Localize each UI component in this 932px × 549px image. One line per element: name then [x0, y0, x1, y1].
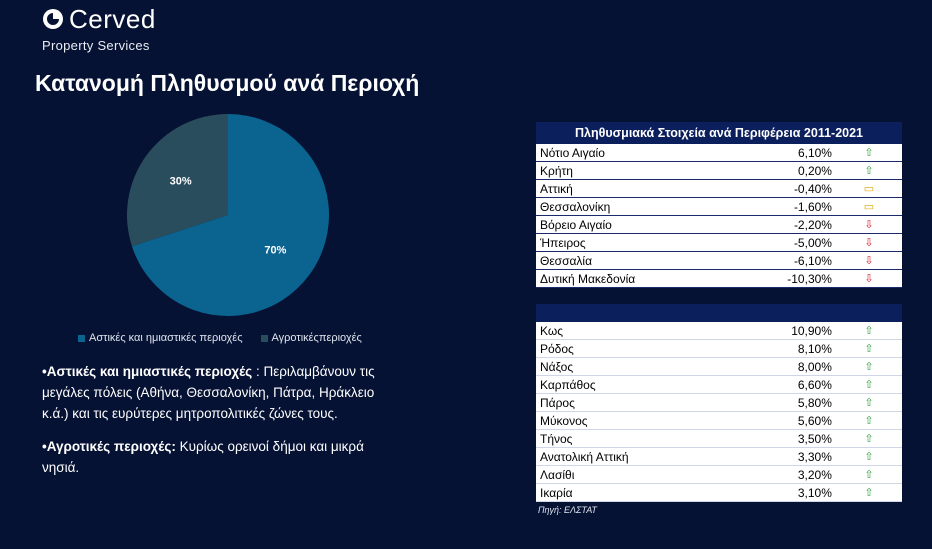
- note-rural-heading: •Αγροτικές περιοχές:: [42, 439, 176, 454]
- row-name: Βόρειο Αιγαίο: [536, 216, 740, 234]
- table-row: [536, 198, 902, 216]
- arrow-up-icon: ⇧: [836, 448, 902, 466]
- logo: [42, 4, 242, 56]
- row-name: Αττική: [536, 180, 740, 198]
- legend-item-rural: [261, 332, 362, 344]
- logo-subtitle: Property Services: [42, 38, 150, 53]
- table-row: [536, 322, 902, 340]
- table-row: [536, 234, 902, 252]
- row-name: Κως: [536, 322, 740, 340]
- arrow-up-icon: ⇧: [836, 484, 902, 502]
- legend-swatch-rural: [261, 335, 268, 342]
- table-row: [536, 270, 902, 288]
- population-pie-chart: [100, 112, 360, 322]
- arrow-down-icon: ⇩: [836, 270, 902, 288]
- arrow-up-icon: ⇧: [836, 412, 902, 430]
- row-name: Ήπειρος: [536, 234, 740, 252]
- arrow-down-icon: ⇩: [836, 234, 902, 252]
- definitions-notes: [42, 361, 392, 490]
- table-row: [536, 358, 902, 376]
- row-name: Τήνος: [536, 430, 740, 448]
- row-name: Πάρος: [536, 394, 740, 412]
- row-value: 3,30%: [740, 448, 836, 466]
- row-name: Θεσσαλία: [536, 252, 740, 270]
- row-name: Νότιο Αιγαίο: [536, 144, 740, 162]
- row-value: -0,40%: [740, 180, 836, 198]
- note-urban-heading: •Αστικές και ημιαστικές περιοχές: [42, 364, 253, 379]
- row-name: Καρπάθος: [536, 376, 740, 394]
- arrow-up-icon: ⇧: [836, 322, 902, 340]
- page-title: Κατανομή Πληθυσμού ανά Περιοχή: [35, 70, 420, 96]
- table-row: [536, 340, 902, 358]
- table-row: [536, 376, 902, 394]
- areas-table: [536, 304, 902, 502]
- source-note: Πηγή: ΕΛΣΤΑΤ: [538, 505, 597, 515]
- legend-swatch-urban: [78, 335, 85, 342]
- pie-data-label-1: 30%: [169, 175, 192, 188]
- row-name: Ανατολική Αττική: [536, 448, 740, 466]
- row-value: 5,60%: [740, 412, 836, 430]
- table-row: [536, 394, 902, 412]
- row-name: Κρήτη: [536, 162, 740, 180]
- note-urban-text: : Περιλαμβάνουν τις μεγάλες πόλεις (Αθήνα, Θεσσαλονίκη, Πάτρα, Ηράκλειο κ.ά.) και τις ευρύτερες μητροπολιτικές ζώνες τους.: [42, 364, 375, 421]
- arrow-up-icon: ⇧: [836, 394, 902, 412]
- row-value: -5,00%: [740, 234, 836, 252]
- arrow-up-icon: ⇧: [836, 162, 902, 180]
- cerved-logo-icon: [42, 8, 64, 30]
- arrow-up-icon: ⇧: [836, 144, 902, 162]
- row-value: -10,30%: [740, 270, 836, 288]
- chart-legend: [78, 332, 362, 344]
- arrow-down-icon: ⇩: [836, 216, 902, 234]
- row-value: 0,20%: [740, 162, 836, 180]
- row-value: -1,60%: [740, 198, 836, 216]
- logo-brand: Cerved: [69, 4, 156, 34]
- table-row: [536, 412, 902, 430]
- row-name: Ρόδος: [536, 340, 740, 358]
- arrow-up-icon: ⇧: [836, 376, 902, 394]
- row-name: Λασίθι: [536, 466, 740, 484]
- row-name: Μύκονος: [536, 412, 740, 430]
- row-value: 3,20%: [740, 466, 836, 484]
- legend-label-rural: Αγροτικέςπεριοχές: [271, 332, 362, 344]
- row-name: Θεσσαλονίκη: [536, 198, 740, 216]
- areas-table-header-cell: [536, 304, 902, 322]
- arrow-down-icon: ⇩: [836, 252, 902, 270]
- row-name: Νάξος: [536, 358, 740, 376]
- row-name: Ικαρία: [536, 484, 740, 502]
- table-row: [536, 144, 902, 162]
- arrow-up-icon: ⇧: [836, 340, 902, 358]
- table-row: [536, 484, 902, 502]
- row-value: 6,10%: [740, 144, 836, 162]
- row-value: 8,00%: [740, 358, 836, 376]
- legend-label-urban: Αστικές και ημιαστικές περιοχές: [89, 332, 243, 344]
- table-row: [536, 448, 902, 466]
- note-urban: [42, 361, 392, 424]
- row-value: -6,10%: [740, 252, 836, 270]
- table-row: [536, 466, 902, 484]
- areas-table-header: [536, 304, 902, 322]
- row-value: 8,10%: [740, 340, 836, 358]
- regions-table: [536, 122, 902, 288]
- flat-icon: ▭: [836, 180, 902, 198]
- row-value: 3,50%: [740, 430, 836, 448]
- note-rural-text: Κυρίως ορεινοί δήμοι και μικρά νησιά.: [42, 439, 364, 475]
- table-row: [536, 162, 902, 180]
- note-rural: [42, 436, 392, 478]
- table-row: [536, 216, 902, 234]
- legend-item-urban: [78, 332, 243, 344]
- row-value: 3,10%: [740, 484, 836, 502]
- row-value: -2,20%: [740, 216, 836, 234]
- table-row: [536, 180, 902, 198]
- table-row: [536, 252, 902, 270]
- flat-icon: ▭: [836, 198, 902, 216]
- pie-data-label-0: 70%: [264, 244, 287, 257]
- row-value: 6,60%: [740, 376, 836, 394]
- table-row: [536, 430, 902, 448]
- regions-table-title: Πληθυσμιακά Στοιχεία ανά Περιφέρεια 2011-2021: [536, 122, 902, 144]
- arrow-up-icon: ⇧: [836, 430, 902, 448]
- arrow-up-icon: ⇧: [836, 466, 902, 484]
- row-name: Δυτική Μακεδονία: [536, 270, 740, 288]
- row-value: 10,90%: [740, 322, 836, 340]
- row-value: 5,80%: [740, 394, 836, 412]
- arrow-up-icon: ⇧: [836, 358, 902, 376]
